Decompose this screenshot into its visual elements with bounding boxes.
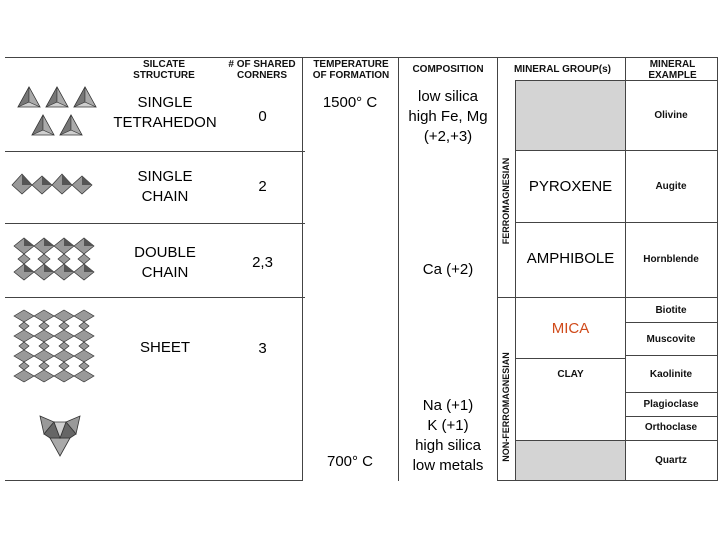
example-orthoclase: Orthoclase (644, 422, 698, 433)
bottom-border (5, 480, 302, 481)
example-quartz: Quartz (655, 455, 687, 466)
header-composition: COMPOSITION (412, 64, 484, 75)
row-divider-3 (5, 297, 305, 298)
grey-cell-top (516, 81, 625, 150)
grey-cell-bottom (516, 441, 625, 480)
single-chain-illustration (10, 170, 100, 200)
non-ferromagnesian-label: NON-FERROMAGNESIAN (501, 352, 511, 462)
corners-double-chain: 2,3 (252, 254, 273, 271)
clay-line (515, 358, 625, 359)
structure-sheet: SHEET (139, 339, 190, 356)
group-amphibole: AMPHIBOLE (526, 250, 615, 267)
ex-line-muscovite (625, 355, 717, 356)
example-muscovite: Muscovite (646, 334, 696, 345)
row-divider-2 (5, 223, 305, 224)
example-olivine: Olivine (654, 110, 688, 121)
ex-line-plagioclase (625, 416, 717, 417)
sheet-illustration (8, 308, 103, 388)
ex-line-biotite (625, 322, 717, 323)
ex-line-augite (515, 222, 717, 223)
framework-illustration (30, 412, 90, 462)
row-divider-1 (5, 151, 305, 152)
ex-line-olivine (515, 150, 717, 151)
single-tetrahedron-illustration (15, 85, 100, 145)
structure-double-chain: DOUBLE CHAIN (134, 244, 196, 281)
group-mica: MICA (551, 320, 590, 337)
group-pyroxene: PYROXENE (528, 178, 613, 195)
corners-sheet: 3 (258, 340, 267, 357)
example-biotite: Biotite (655, 305, 687, 316)
header-temperature: TEMPERATURE OF FORMATION (312, 59, 390, 81)
col-divider-example (625, 57, 626, 481)
corners-single-tetrahedron: 0 (258, 108, 267, 125)
example-kaolinite: Kaolinite (649, 369, 693, 380)
ex-line-kaolinite (625, 392, 717, 393)
header-group: MINERAL GROUP(s) (513, 64, 612, 75)
double-chain-illustration (10, 234, 102, 284)
corners-single-chain: 2 (258, 178, 267, 195)
structure-single-tetrahedron: SINGLE TETRAHEDON (113, 94, 217, 131)
ferromagnesian-label: FERROMAGNESIAN (501, 157, 511, 245)
example-plagioclase: Plagioclase (643, 399, 699, 410)
right-border (717, 57, 718, 481)
example-hornblende: Hornblende (643, 254, 699, 265)
group-clay: CLAY (557, 369, 584, 380)
ferro-label-box (497, 150, 515, 256)
ferro-split-line (497, 297, 717, 298)
header-corners: # OF SHARED CORNERS (228, 59, 296, 81)
nonferro-label-box (497, 336, 515, 481)
example-augite: Augite (655, 181, 687, 192)
composition-top: low silica high Fe, Mg (+2,+3) (408, 88, 488, 145)
composition-bottom: Na (+1) K (+1) high silica low metals (412, 397, 484, 474)
header-example: MINERAL EXAMPLE (648, 59, 697, 81)
header-structure: SILCATE STRUCTURE (133, 59, 195, 81)
composition-middle: Ca (+2) (422, 261, 474, 278)
temperature-low: 700° C (326, 453, 374, 470)
bottom-right-border (497, 480, 717, 481)
table-top-border (5, 57, 717, 58)
structure-single-chain: SINGLE CHAIN (137, 168, 193, 205)
temperature-high: 1500° C (322, 94, 378, 111)
col-divider-temp (302, 57, 303, 481)
